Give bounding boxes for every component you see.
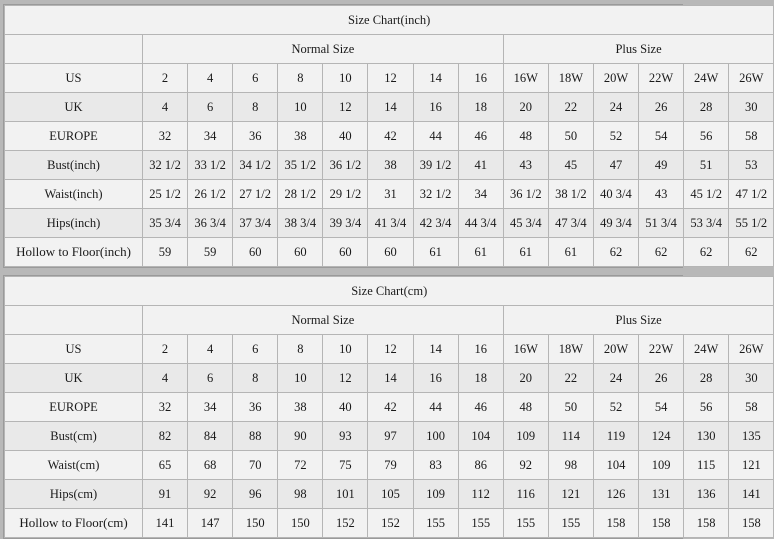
cell: 12 <box>368 64 413 93</box>
cell: 18W <box>548 335 593 364</box>
cell: 22W <box>639 335 684 364</box>
cell: 62 <box>729 238 774 267</box>
cell: 150 <box>233 509 278 538</box>
cell: 53 <box>729 151 774 180</box>
cell: 26W <box>729 64 774 93</box>
cell: 50 <box>548 122 593 151</box>
cell: 82 <box>143 422 188 451</box>
cell: 86 <box>458 451 503 480</box>
table-row <box>5 509 774 538</box>
cell: 6 <box>188 364 233 393</box>
title-row <box>5 6 774 35</box>
cell: 4 <box>188 64 233 93</box>
row-label: Hips(cm) <box>5 480 143 509</box>
cell: 24W <box>684 335 729 364</box>
cell: 8 <box>233 93 278 122</box>
cell: 12 <box>368 335 413 364</box>
cell: 155 <box>503 509 548 538</box>
cell: 83 <box>413 451 458 480</box>
cell: 62 <box>684 238 729 267</box>
cell: 60 <box>368 238 413 267</box>
cell: 32 <box>143 122 188 151</box>
row-label: Hollow to Floor(inch) <box>5 238 143 267</box>
cell: 20W <box>593 335 638 364</box>
cell: 56 <box>684 122 729 151</box>
cell: 93 <box>323 422 368 451</box>
row-label: Waist(cm) <box>5 451 143 480</box>
cell: 14 <box>413 335 458 364</box>
cell: 54 <box>639 393 684 422</box>
cell: 98 <box>278 480 323 509</box>
cell: 2 <box>143 335 188 364</box>
cell: 39 3/4 <box>323 209 368 238</box>
cell: 20 <box>503 364 548 393</box>
table-row <box>5 238 774 267</box>
cell: 31 <box>368 180 413 209</box>
cell: 20W <box>593 64 638 93</box>
cell: 22W <box>639 64 684 93</box>
cell: 24 <box>593 93 638 122</box>
cell: 29 1/2 <box>323 180 368 209</box>
table-row <box>5 64 774 93</box>
cell: 52 <box>593 122 638 151</box>
table-row <box>5 422 774 451</box>
cell: 58 <box>729 122 774 151</box>
cell: 12 <box>323 93 368 122</box>
table-row <box>5 93 774 122</box>
cell: 32 1/2 <box>413 180 458 209</box>
cell: 39 1/2 <box>413 151 458 180</box>
table-row <box>5 180 774 209</box>
cell: 90 <box>278 422 323 451</box>
cell: 147 <box>188 509 233 538</box>
cell: 158 <box>593 509 638 538</box>
cell: 135 <box>729 422 774 451</box>
cell: 2 <box>143 64 188 93</box>
cell: 152 <box>368 509 413 538</box>
cell: 16W <box>503 64 548 93</box>
cell: 10 <box>323 335 368 364</box>
cell: 56 <box>684 393 729 422</box>
cell: 109 <box>503 422 548 451</box>
cell: 28 <box>684 93 729 122</box>
group-corner <box>5 35 143 64</box>
row-label: UK <box>5 93 143 122</box>
cell: 136 <box>684 480 729 509</box>
cell: 22 <box>548 364 593 393</box>
chart-title: Size Chart(inch) <box>5 6 774 35</box>
row-label: Waist(inch) <box>5 180 143 209</box>
cell: 47 1/2 <box>729 180 774 209</box>
cell: 47 3/4 <box>548 209 593 238</box>
size-table-cm <box>4 276 774 538</box>
cell: 16 <box>458 335 503 364</box>
cell: 10 <box>278 93 323 122</box>
group-normal-size: Normal Size <box>143 306 504 335</box>
cell: 130 <box>684 422 729 451</box>
cell: 28 <box>684 364 729 393</box>
table-row <box>5 451 774 480</box>
table-row <box>5 122 774 151</box>
cell: 4 <box>143 93 188 122</box>
cell: 65 <box>143 451 188 480</box>
size-table-inch <box>4 5 774 267</box>
cell: 40 3/4 <box>593 180 638 209</box>
cell: 109 <box>639 451 684 480</box>
table-row <box>5 393 774 422</box>
cell: 40 <box>323 393 368 422</box>
cell: 6 <box>188 93 233 122</box>
cell: 38 1/2 <box>548 180 593 209</box>
cell: 53 3/4 <box>684 209 729 238</box>
cell: 10 <box>323 64 368 93</box>
cell: 4 <box>188 335 233 364</box>
cell: 50 <box>548 393 593 422</box>
cell: 60 <box>278 238 323 267</box>
cell: 155 <box>413 509 458 538</box>
cell: 75 <box>323 451 368 480</box>
cell: 158 <box>684 509 729 538</box>
cell: 115 <box>684 451 729 480</box>
row-label: US <box>5 335 143 364</box>
cell: 150 <box>278 509 323 538</box>
cell: 58 <box>729 393 774 422</box>
cell: 36 1/2 <box>503 180 548 209</box>
cell: 28 1/2 <box>278 180 323 209</box>
cell: 14 <box>368 93 413 122</box>
cell: 42 3/4 <box>413 209 458 238</box>
group-row <box>5 306 774 335</box>
cell: 36 <box>233 122 278 151</box>
cell: 60 <box>323 238 368 267</box>
cell: 40 <box>323 122 368 151</box>
row-label: Hips(inch) <box>5 209 143 238</box>
cell: 55 1/2 <box>729 209 774 238</box>
cell: 26 1/2 <box>188 180 233 209</box>
cell: 38 3/4 <box>278 209 323 238</box>
cell: 155 <box>458 509 503 538</box>
cell: 8 <box>278 64 323 93</box>
cell: 45 3/4 <box>503 209 548 238</box>
cell: 49 <box>639 151 684 180</box>
cell: 131 <box>639 480 684 509</box>
cell: 91 <box>143 480 188 509</box>
cell: 100 <box>413 422 458 451</box>
cell: 43 <box>503 151 548 180</box>
cell: 45 1/2 <box>684 180 729 209</box>
cell: 51 <box>684 151 729 180</box>
cell: 18 <box>458 364 503 393</box>
cell: 14 <box>413 64 458 93</box>
cell: 124 <box>639 422 684 451</box>
cell: 116 <box>503 480 548 509</box>
table-row <box>5 364 774 393</box>
size-chart-cm <box>3 275 764 539</box>
row-label: EUROPE <box>5 393 143 422</box>
row-label: US <box>5 64 143 93</box>
cell: 121 <box>729 451 774 480</box>
cell: 42 <box>368 122 413 151</box>
cell: 105 <box>368 480 413 509</box>
cell: 109 <box>413 480 458 509</box>
cell: 112 <box>458 480 503 509</box>
cell: 104 <box>458 422 503 451</box>
cell: 32 1/2 <box>143 151 188 180</box>
cell: 48 <box>503 393 548 422</box>
cell: 96 <box>233 480 278 509</box>
group-plus-size: Plus Size <box>503 306 774 335</box>
cell: 30 <box>729 93 774 122</box>
cell: 98 <box>548 451 593 480</box>
cell: 61 <box>413 238 458 267</box>
cell: 38 <box>278 122 323 151</box>
cell: 61 <box>503 238 548 267</box>
cell: 6 <box>233 335 278 364</box>
cell: 32 <box>143 393 188 422</box>
cell: 155 <box>548 509 593 538</box>
cell: 46 <box>458 122 503 151</box>
group-row <box>5 35 774 64</box>
cell: 49 3/4 <box>593 209 638 238</box>
cell: 104 <box>593 451 638 480</box>
cell: 38 <box>278 393 323 422</box>
cell: 88 <box>233 422 278 451</box>
cell: 35 1/2 <box>278 151 323 180</box>
cell: 25 1/2 <box>143 180 188 209</box>
cell: 43 <box>639 180 684 209</box>
cell: 61 <box>548 238 593 267</box>
cell: 59 <box>143 238 188 267</box>
cell: 44 <box>413 393 458 422</box>
row-label: UK <box>5 364 143 393</box>
cell: 52 <box>593 393 638 422</box>
cell: 61 <box>458 238 503 267</box>
cell: 59 <box>188 238 233 267</box>
cell: 47 <box>593 151 638 180</box>
cell: 24W <box>684 64 729 93</box>
cell: 12 <box>323 364 368 393</box>
cell: 36 <box>233 393 278 422</box>
group-corner <box>5 306 143 335</box>
cell: 141 <box>143 509 188 538</box>
table-row <box>5 335 774 364</box>
cell: 42 <box>368 393 413 422</box>
cell: 18 <box>458 93 503 122</box>
cell: 24 <box>593 364 638 393</box>
title-row <box>5 277 774 306</box>
cell: 36 3/4 <box>188 209 233 238</box>
cell: 126 <box>593 480 638 509</box>
cell: 6 <box>233 64 278 93</box>
cell: 44 <box>413 122 458 151</box>
cell: 70 <box>233 451 278 480</box>
cell: 37 3/4 <box>233 209 278 238</box>
cell: 35 3/4 <box>143 209 188 238</box>
cell: 62 <box>593 238 638 267</box>
cell: 158 <box>729 509 774 538</box>
cell: 4 <box>143 364 188 393</box>
cell: 54 <box>639 122 684 151</box>
cell: 101 <box>323 480 368 509</box>
row-label: Bust(inch) <box>5 151 143 180</box>
cell: 60 <box>233 238 278 267</box>
cell: 72 <box>278 451 323 480</box>
group-plus-size: Plus Size <box>503 35 774 64</box>
cell: 46 <box>458 393 503 422</box>
cell: 45 <box>548 151 593 180</box>
cell: 16 <box>413 93 458 122</box>
cell: 38 <box>368 151 413 180</box>
cell: 14 <box>368 364 413 393</box>
cell: 36 1/2 <box>323 151 368 180</box>
cell: 41 3/4 <box>368 209 413 238</box>
cell: 48 <box>503 122 548 151</box>
row-label: Bust(cm) <box>5 422 143 451</box>
cell: 62 <box>639 238 684 267</box>
cell: 34 1/2 <box>233 151 278 180</box>
row-label: EUROPE <box>5 122 143 151</box>
row-label: Hollow to Floor(cm) <box>5 509 143 538</box>
cell: 8 <box>233 364 278 393</box>
cell: 16 <box>458 64 503 93</box>
cell: 121 <box>548 480 593 509</box>
table-row <box>5 209 774 238</box>
cell: 20 <box>503 93 548 122</box>
cell: 34 <box>458 180 503 209</box>
cell: 22 <box>548 93 593 122</box>
cell: 92 <box>188 480 233 509</box>
cell: 10 <box>278 364 323 393</box>
group-normal-size: Normal Size <box>143 35 504 64</box>
cell: 119 <box>593 422 638 451</box>
cell: 34 <box>188 393 233 422</box>
cell: 152 <box>323 509 368 538</box>
cell: 33 1/2 <box>188 151 233 180</box>
cell: 30 <box>729 364 774 393</box>
cell: 34 <box>188 122 233 151</box>
cell: 92 <box>503 451 548 480</box>
cell: 97 <box>368 422 413 451</box>
cell: 158 <box>639 509 684 538</box>
table-row <box>5 151 774 180</box>
size-chart-inch <box>3 4 768 268</box>
cell: 16W <box>503 335 548 364</box>
cell: 26 <box>639 93 684 122</box>
chart-title: Size Chart(cm) <box>5 277 774 306</box>
cell: 141 <box>729 480 774 509</box>
cell: 27 1/2 <box>233 180 278 209</box>
cell: 8 <box>278 335 323 364</box>
cell: 16 <box>413 364 458 393</box>
cell: 114 <box>548 422 593 451</box>
cell: 18W <box>548 64 593 93</box>
table-row <box>5 480 774 509</box>
cell: 41 <box>458 151 503 180</box>
cell: 26W <box>729 335 774 364</box>
cell: 26 <box>639 364 684 393</box>
cell: 79 <box>368 451 413 480</box>
cell: 84 <box>188 422 233 451</box>
cell: 68 <box>188 451 233 480</box>
cell: 51 3/4 <box>639 209 684 238</box>
cell: 44 3/4 <box>458 209 503 238</box>
